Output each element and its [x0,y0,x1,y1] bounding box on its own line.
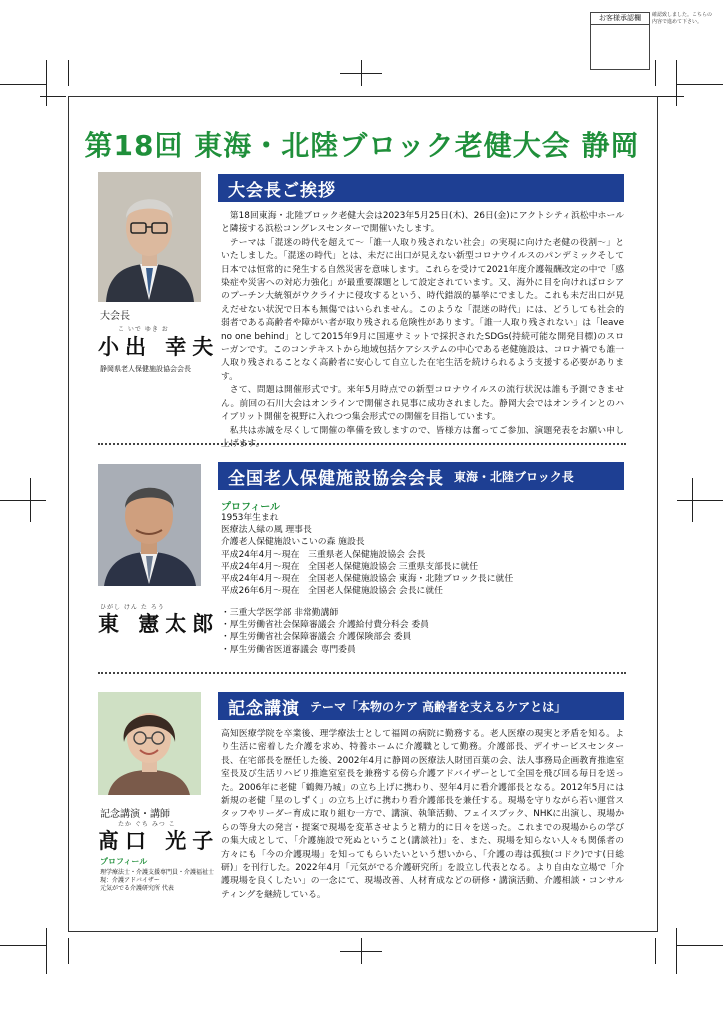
greeting-paragraph: さて、問題は開催形式です。来年5月時点での新型コロナウイルスの流行状況は誰も予測できません。前回の石川大会はオンラインで開催され見事に成功されました。静岡大会ではオンラインとのハイブリット開催を視野に入れつつ集会形式での開催を目指しています。 [221,385,624,423]
greeting-text [221,210,624,451]
takaguchi-profile-label: プロフィール [100,857,148,866]
portrait-takaguchi [98,692,201,795]
higashi-career-list [221,512,513,597]
career-line: 平成24年4月〜現在 全国老人保健施設協会 三重県支部長に就任 [221,561,479,572]
career-line: 平成24年4月〜現在 三重県老人保健施設協会 会長 [221,549,426,560]
lecture-paragraph: 高知医療学院を卒業後、理学療法士として福岡の病院に勤務する。老人医療の現実と矛盾を知る。より生活に密着した介護を求め、特養ホームに介護職として勤務。介護部長、デイサービスセンター長、在宅部長を歴任した後、2002年4月に静岡の医療法人財団百葉の会、法人事務局企画教育推進室室長及び生活リハビリ推進室室長を兼務する傍ら介護アドバイザーとして全国を飛び回る毎日を送った。2006年に老健「鶴舞乃城」の立ち上げに携わり、翌年4月に看介護部長となる。2012年5月には新規の老健「星のしずく」の立ち上げに携わり看介護部長を兼任する。現場を守りながら若い運営スタッフやリーダー育成に取り組む一方で、講演、執筆活動、フェイスブック、NHKに出演し、現場からの等身大の発言・提案で現場を変革させようと精力的に日々を送った。これまでの現場からの学びの集大成として、「介護施設で死ぬということ(講談社)」を、また、現場を知らない人々も関係者の方々にも「今の介護現場」を知ってもらいたいという想いから、「介護の毒は孤独(コドク)です(日総研)」を刊行した。2022年4月「元気がでる介護研究所」を設立し代表となる。より自由な立場で「介護現場を良くしたい」の一念にて、現場改善、人材育成などの研修・講演活動、介護相談・コンサルティングを継続している。 [221,729,624,900]
post-line: ・厚生労働省社会保障審議会 介護保険部会 委員 [221,632,412,643]
customer-approval-box [590,12,650,70]
career-line: 平成24年4月〜現在 全国老人保健施設協会 東海・北陸ブロック長に就任 [221,574,514,585]
takaguchi-name-ruby: たか ぐち みつ こ [118,821,176,828]
approval-note: 確認致しました。こちらの内容で進めて下さい。 [652,12,713,25]
portrait-higashi-image [98,464,201,586]
career-line: 介護老人保健施設いこいの森 施設長 [221,537,365,548]
profile-line: 理学療法士・介護支援専門員・介護福祉士 [100,869,215,876]
lecture-theme: テーマ「本物のケア 高齢者を支えるケアとは」 [310,699,567,714]
greeting-paragraph: 私共は赤誠を尽くして開催の準備を致しますので、皆様方は奮ってご参加、演題発表をお願い申し上げます。 [221,425,624,449]
lecture-heading: 記念講演 [228,698,300,719]
career-line: 1953年生まれ [221,513,279,523]
higashi-profile-label: プロフィール [221,502,280,513]
portrait-koide [98,172,201,302]
greeting-heading: 大会長ご挨拶 [228,180,336,201]
profile-line: 元気がでる介護研究所 代表 [100,885,174,892]
koide-name: 小出 幸夫 [98,334,220,359]
greeting-banner [218,174,624,202]
portrait-koide-image [98,172,201,302]
section-divider [98,443,626,445]
higashi-name-ruby: ひがし けん た ろう [100,604,165,611]
profile-line: 現：介護アドバイザー [100,877,160,884]
association-subheading: 東海・北陸ブロック長 [454,469,574,484]
greeting-paragraph: テーマは「混迷の時代を超えて〜「誰一人取り残されない社会」の実現に向けた老健の役割〜」といたしました。「混迷の時代」とは、未だに出口が見えない新型コロナウイルスのパンデミックそして日本では恒常的に発生する自然災害を意味します。これらを受けて2021年度介護報酬改定の中で「感染症や災害への対応力強化」が最重要課題として設定されています。又、海外に目を向ければロシアのプーチン大統領がウクライナに侵攻するという、時代錯誤的暴挙にでました。これも未だ出口が見えだせない状況で日本も無傷ではいられません。このような「混迷の時代」には、どうしても社会的弱者である高齢者や障がい者が取り残される危険性があります。「誰一人取り残されない」は「leave no one behind」として2015年9月に国連サミットで採択されたSDGs(持続可能な開発目標)のスローガンです。このコンテキストから地域包括ケアシステムの中心である老健施設は、コロナ禍でも誰一人取り残されることなく高齢者に安心して自立した在宅生活を続けられるよう支援する必要があります。 [221,237,624,382]
lecture-banner [218,692,624,720]
section-divider [98,672,626,674]
post-line: ・厚生労働省社会保障審議会 介護給付費分科会 委員 [221,620,429,631]
koide-name-ruby: こ いで ゆき お [118,326,169,333]
post-line: ・厚生労働省医道審議会 専門委員 [221,644,356,655]
higashi-posts-list [221,607,429,656]
higashi-name: 東 憲太郎 [98,611,220,636]
association-heading: 全国老人保健施設協会会長 [228,468,444,489]
takaguchi-name: 髙口 光子 [98,828,220,853]
takaguchi-profile-lines [100,869,214,893]
greeting-paragraph: 第18回東海・北陸ブロック老健大会は2023年5月25日(木)、26日(金)にアクトシティ浜松中ホールと隣接する浜松コングレスセンターで開催いたします。 [221,211,624,235]
president-role: 大会長 [100,311,130,322]
career-line: 医療法人緑の風 理事長 [221,525,312,536]
lecture-text [221,728,624,902]
career-line: 平成26年6月〜現在 全国老人保健施設協会 会長に就任 [221,586,443,597]
page-title: 第18回 東海・北陸ブロック老健大会 静岡 [84,129,640,162]
approval-label: お客様承認欄 [591,13,649,25]
lecturer-role: 記念講演・講師 [100,809,170,820]
post-line: ・三重大学医学部 非常勤講師 [221,608,339,618]
portrait-higashi [98,464,201,586]
koide-affiliation: 静岡県老人保健施設協会会長 [100,365,191,373]
association-banner [218,462,624,490]
portrait-takaguchi-image [98,692,201,795]
